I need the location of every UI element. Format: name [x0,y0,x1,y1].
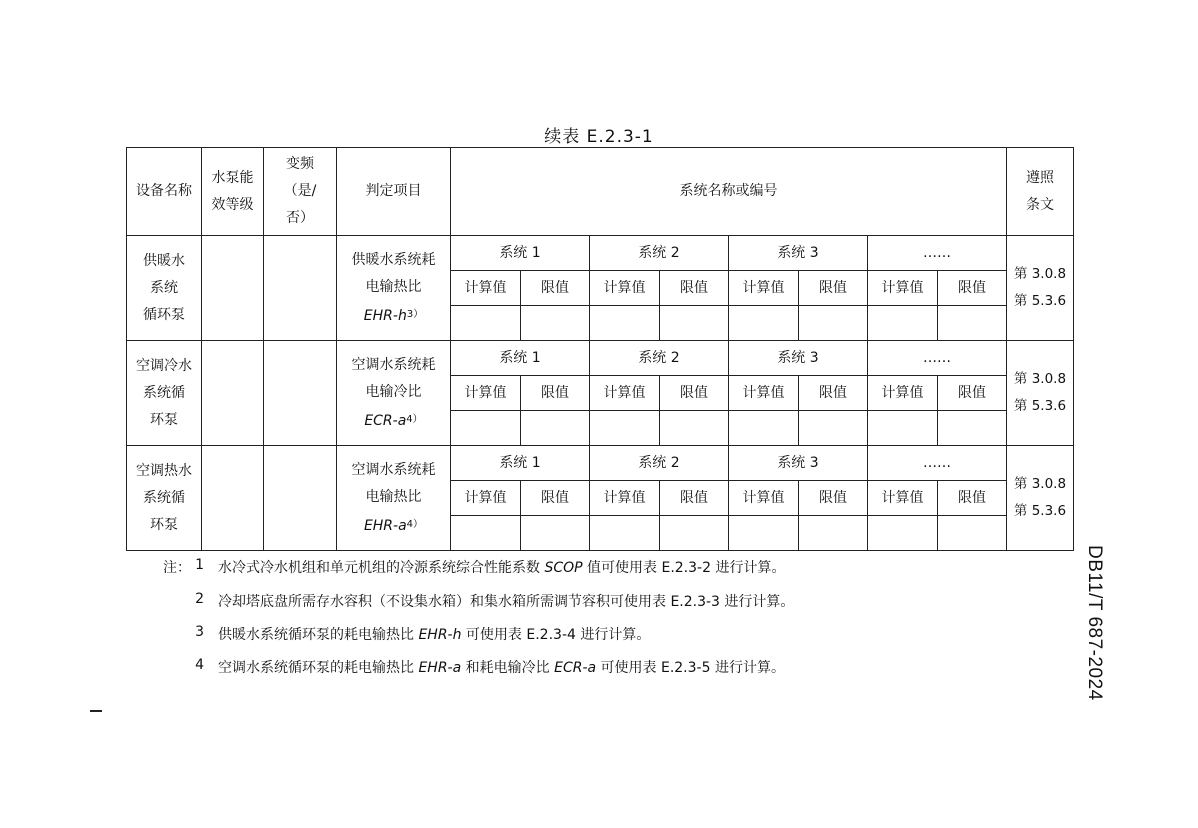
system-header-cell: 系统 3 [729,446,868,481]
metric-symbol: EHR-h [363,307,407,324]
calc-value-label: 计算值 [868,376,938,411]
calc-value-label: 计算值 [729,376,799,411]
page-mark [90,710,102,712]
frequency-cell [264,341,337,446]
limit-value-label: 限值 [799,271,868,306]
system-header-cell: …… [868,446,1007,481]
reference-cell: 第 3.0.8 第 5.3.6 [1007,341,1074,446]
pump-grade-cell [202,446,264,551]
value-cell [729,516,799,551]
calc-value-label: 计算值 [868,271,938,306]
system-header-cell: 系统 2 [590,446,729,481]
value-cell [868,306,938,341]
value-cell [521,306,590,341]
value-cell [660,411,729,446]
calc-value-label: 计算值 [590,271,660,306]
frequency-cell [264,446,337,551]
value-cell [590,411,660,446]
calc-value-label: 计算值 [590,376,660,411]
note-number: 1 [195,557,204,573]
metric-footnote: 4） [406,413,423,425]
system-header-cell: 系统 3 [729,341,868,376]
pump-grade-cell [202,236,264,341]
value-cell [729,306,799,341]
system-header-cell: 系统 1 [451,236,590,271]
value-cell [590,306,660,341]
metric-footnote: 4） [406,518,424,530]
header-pump-grade: 水泵能 效等级 [202,148,264,236]
metric-symbol: ECR-a [364,412,407,429]
limit-value-label: 限值 [521,271,590,306]
header-device: 设备名称 [127,148,202,236]
value-cell [799,411,868,446]
group-row-systems [127,236,1074,271]
note-number: 4 [195,657,204,673]
calc-value-label: 计算值 [590,481,660,516]
value-cell [521,411,590,446]
system-header-cell: 系统 1 [451,446,590,481]
limit-value-label: 限值 [660,271,729,306]
check-item-cell: 供暖水系统耗 电输热比 EHR-$h^{3)}$ [337,236,451,341]
value-cell [938,516,1007,551]
note-number: 2 [195,591,204,607]
value-cell [451,411,521,446]
calc-value-label: 计算值 [451,376,521,411]
device-name-cell: 空调冷水 系统循 环泵 [127,341,202,446]
reference-cell: 第 3.0.8 第 5.3.6 [1007,236,1074,341]
group-row-systems [127,341,1074,376]
value-cell [521,516,590,551]
device-name-cell: 供暖水 系统 循环泵 [127,236,202,341]
system-header-cell: 系统 1 [451,341,590,376]
metric-symbol: EHR-a [363,517,407,534]
note-text: 水冷式冷水机组和单元机组的冷源系统综合性能系数 SCOP 值可使用表 E.2.3-2 进行计算。 [218,560,786,576]
note-text: 供暖水系统循环泵的耗电输热比 EHR-h 可使用表 E.2.3-4 进行计算。 [218,627,651,643]
value-cell [660,306,729,341]
metric-footnote: 3） [406,308,424,320]
value-cell [938,306,1007,341]
device-name-cell: 空调热水 系统循 环泵 [127,446,202,551]
calc-value-label: 计算值 [729,271,799,306]
limit-value-label: 限值 [521,376,590,411]
note-prefix: 注： [163,560,191,576]
value-cell [451,516,521,551]
calc-value-label: 计算值 [451,271,521,306]
pump-check-table [126,147,1074,551]
note-number: 3 [195,624,204,640]
group-row-systems [127,446,1074,481]
system-header-cell: 系统 3 [729,236,868,271]
limit-value-label: 限值 [938,271,1007,306]
table-caption: 续表 E.2.3-1 [544,127,654,147]
value-cell [868,411,938,446]
limit-value-label: 限值 [799,481,868,516]
system-header-cell: …… [868,236,1007,271]
value-cell [799,306,868,341]
calc-value-label: 计算值 [729,481,799,516]
limit-value-label: 限值 [938,481,1007,516]
note-text: 空调水系统循环泵的耗电输热比 EHR-a 和耗电输冷比 ECR-a 可使用表 E.2.3-5 进行计算。 [218,660,785,676]
limit-value-label: 限值 [521,481,590,516]
limit-value-label: 限值 [660,376,729,411]
header-frequency: 变频 （是/ 否） [264,148,337,236]
reference-cell: 第 3.0.8 第 5.3.6 [1007,446,1074,551]
pump-grade-cell [202,341,264,446]
calc-value-label: 计算值 [451,481,521,516]
header-item: 判定项目 [337,148,451,236]
value-cell [660,516,729,551]
value-cell [451,306,521,341]
header-ref: 遵照 条文 [1007,148,1074,236]
note-text: 冷却塔底盘所需存水容积（不设集水箱）和集水箱所需调节容积可使用表 E.2.3-3 进行计算。 [218,594,795,610]
frequency-cell [264,236,337,341]
system-header-cell: 系统 2 [590,236,729,271]
check-item-cell: 空调水系统耗 电输冷比 ECR-$a^{4)}$ [337,341,451,446]
calc-value-label: 计算值 [868,481,938,516]
limit-value-label: 限值 [799,376,868,411]
limit-value-label: 限值 [660,481,729,516]
value-cell [799,516,868,551]
standard-code: DB11/T 687-2024 [1084,545,1105,701]
header-row [127,148,1074,236]
value-cell [938,411,1007,446]
limit-value-label: 限值 [938,376,1007,411]
value-cell [868,516,938,551]
value-cell [729,411,799,446]
system-header-cell: …… [868,341,1007,376]
check-item-cell: 空调水系统耗 电输热比 EHR-$a^{4)}$ [337,446,451,551]
system-header-cell: 系统 2 [590,341,729,376]
value-cell [590,516,660,551]
header-system-id: 系统名称或编号 [451,148,1007,236]
